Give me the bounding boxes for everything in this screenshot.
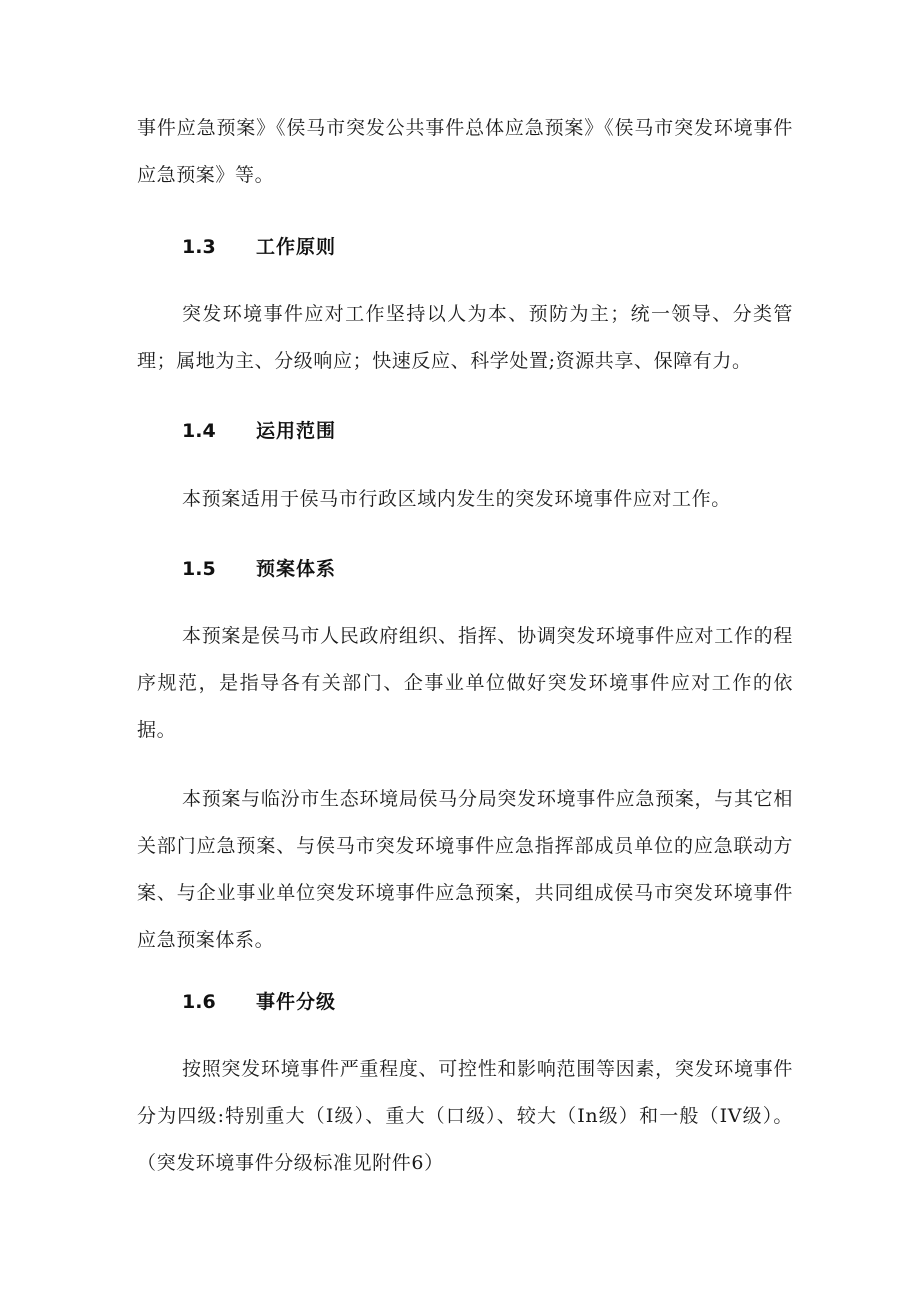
section-heading-1-5 (182, 554, 336, 584)
section-title: 运用范围 (256, 420, 337, 442)
section-title: 事件分级 (256, 991, 337, 1013)
section-title: 预案体系 (256, 558, 337, 580)
section-title: 工作原则 (256, 236, 337, 258)
section-1-3-paragraph: 突发环境事件应对工作坚持以人为本、预防为主；统一领导、分类管理；属地为主、分级响应；快速反应、科学处置;资源共享、保障有力。 (137, 303, 793, 372)
section-1-4-paragraph: 本预案适用于侯马市行政区域内发生的突发环境事件应对工作。 (182, 488, 731, 510)
section-number: 1.3 (182, 236, 216, 258)
section-number: 1.4 (182, 420, 216, 442)
intro-paragraph: 事件应急预案》《侯马市突发公共事件总体应急预案》《侯马市突发环境事件应急预案》等。 (137, 117, 793, 186)
section-number: 1.5 (182, 558, 216, 580)
section-heading-1-3 (182, 232, 336, 262)
section-heading-1-4 (182, 416, 336, 446)
section-number: 1.6 (182, 991, 216, 1013)
section-heading-1-6 (182, 987, 336, 1017)
section-1-5-paragraph-1: 本预案是侯马市人民政府组织、指挥、协调突发环境事件应对工作的程序规范，是指导各有关部门、企事业单位做好突发环境事件应对工作的依据。 (137, 625, 793, 741)
section-1-6-paragraph: 按照突发环境事件严重程度、可控性和影响范围等因素，突发环境事件分为四级:特别重大（I级）、重大（口级）、较大（In级）和一般（IV级）。（突发环境事件分级标准见附件6） (137, 1058, 793, 1174)
section-1-5-paragraph-2: 本预案与临汾市生态环境局侯马分局突发环境事件应急预案，与其它相关部门应急预案、与侯马市突发环境事件应急指挥部成员单位的应急联动方案、与企业事业单位突发环境事件应急预案，共同组成侯马市突发环境事件应急预案体系。 (137, 788, 793, 951)
